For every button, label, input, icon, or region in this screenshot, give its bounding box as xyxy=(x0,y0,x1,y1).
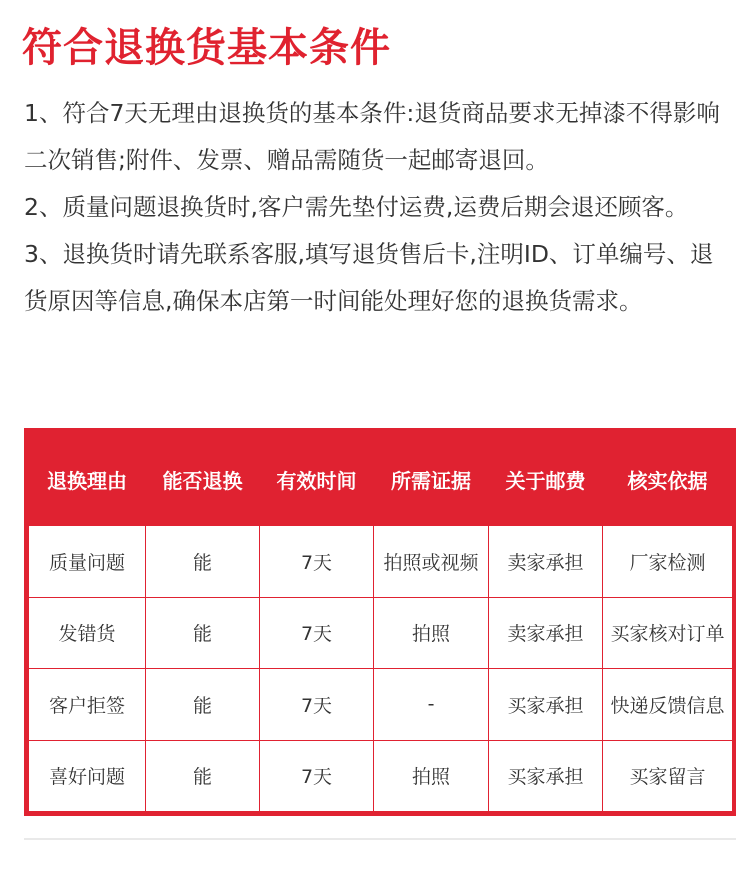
header-reason: 退换理由 xyxy=(29,433,146,526)
cell-shipping: 买家承担 xyxy=(489,740,603,812)
header-returnable: 能否退换 xyxy=(146,433,260,526)
cell-valid-period: 7天 xyxy=(260,597,374,669)
rule-item-1: 1、符合7天无理由退换货的基本条件:退货商品要求无掉漆不得影响二次销售;附件、发票、赠品需随货一起邮寄退回。 xyxy=(24,99,720,174)
cell-shipping: 卖家承担 xyxy=(489,597,603,669)
cell-verification: 快递反馈信息 xyxy=(603,669,733,741)
rule-item-2: 2、质量问题退换货时,客户需先垫付运费,运费后期会退还顾客。 xyxy=(24,193,689,221)
cell-valid-period: 7天 xyxy=(260,669,374,741)
cell-shipping: 卖家承担 xyxy=(489,526,603,598)
cell-valid-period: 7天 xyxy=(260,526,374,598)
cell-returnable: 能 xyxy=(146,669,260,741)
bottom-divider xyxy=(24,838,736,840)
cell-returnable: 能 xyxy=(146,526,260,598)
cell-evidence: 拍照 xyxy=(374,740,489,812)
cell-reason: 喜好问题 xyxy=(29,740,146,812)
cell-reason: 客户拒签 xyxy=(29,669,146,741)
rules-list xyxy=(24,90,730,325)
header-verification: 核实依据 xyxy=(603,433,733,526)
header-valid-period: 有效时间 xyxy=(260,433,374,526)
table-row xyxy=(29,597,733,669)
header-shipping: 关于邮费 xyxy=(489,433,603,526)
cell-returnable: 能 xyxy=(146,740,260,812)
cell-verification: 厂家检测 xyxy=(603,526,733,598)
table-header-row xyxy=(29,433,733,526)
cell-evidence: 拍照或视频 xyxy=(374,526,489,598)
cell-verification: 买家留言 xyxy=(603,740,733,812)
return-policy-table xyxy=(28,432,733,812)
cell-reason: 质量问题 xyxy=(29,526,146,598)
cell-reason: 发错货 xyxy=(29,597,146,669)
cell-evidence: - xyxy=(374,669,489,741)
cell-evidence: 拍照 xyxy=(374,597,489,669)
cell-returnable: 能 xyxy=(146,597,260,669)
table-row xyxy=(29,740,733,812)
cell-shipping: 买家承担 xyxy=(489,669,603,741)
cell-valid-period: 7天 xyxy=(260,740,374,812)
cell-verification: 买家核对订单 xyxy=(603,597,733,669)
header-evidence: 所需证据 xyxy=(374,433,489,526)
table-row xyxy=(29,669,733,741)
page-title: 符合退换货基本条件 xyxy=(22,25,391,71)
table-row xyxy=(29,526,733,598)
rule-item-3: 3、退换货时请先联系客服,填写退货售后卡,注明ID、订单编号、退货原因等信息,确保本店第一时间能处理好您的退换货需求。 xyxy=(24,240,714,315)
return-policy-table-frame xyxy=(24,428,736,816)
